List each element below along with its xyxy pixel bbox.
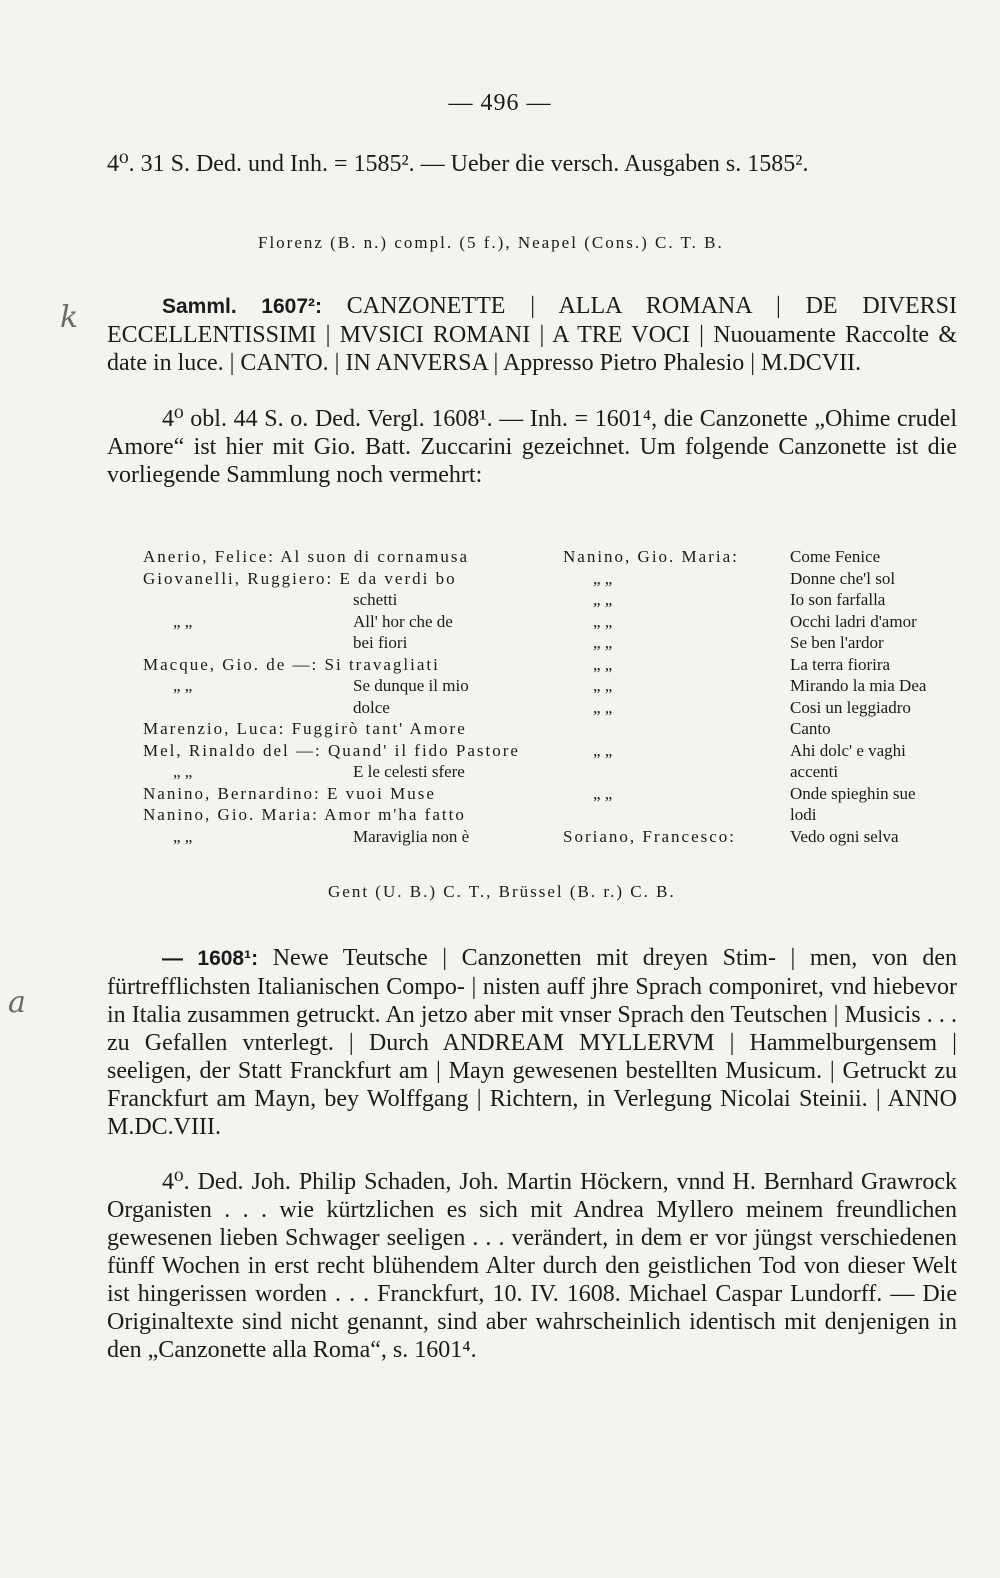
- contents-row: [143, 589, 543, 611]
- entry-1607-libraries: Gent (U. B.) C. T., Brüssel (B. r.) C. B.: [328, 882, 676, 901]
- contents-row: [563, 611, 963, 633]
- contents-row: [563, 546, 963, 568]
- composer: Nanino, Gio. Maria:: [563, 547, 739, 566]
- composer: Anerio, Felice: Al suon di cornamusa: [143, 547, 470, 566]
- contents-row: [143, 718, 543, 740]
- contents-row: [143, 826, 543, 848]
- composer: „ „: [593, 697, 613, 717]
- piece-title: Se ben l'ardor: [790, 633, 884, 652]
- contents-row: [143, 761, 543, 783]
- piece-title: La terra fiorira: [790, 654, 891, 674]
- entry-1607-description: 4⁰ obl. 44 S. o. Ded. Vergl. 1608¹. — Inh. = 1601⁴, die Canzonette „Ohime crudel Amore“ ist hier mit Gio. Batt. Zuccarini gezeichnet. Um folgende Canzonette ist die vorliegende Sammlung noch vermehrt:: [107, 406, 957, 488]
- contents-row: [563, 632, 963, 654]
- contents-row: [563, 826, 963, 848]
- contents-row: [563, 568, 963, 590]
- piece-title: bei fiori: [353, 633, 408, 652]
- composer: Mel, Rinaldo del —: Quand' il fido Pastore: [143, 740, 520, 760]
- composer: „ „: [173, 611, 193, 631]
- composer: „ „: [593, 633, 613, 652]
- piece-title: schetti: [353, 590, 398, 609]
- entry-label: Samml. 1607²:: [162, 295, 323, 318]
- composer: „ „: [593, 611, 613, 631]
- composer: Nanino, Bernardino: E vuoi Muse: [143, 783, 436, 803]
- page-number: — 496 —: [448, 90, 552, 116]
- composer: Marenzio, Luca: Fuggirò tant' Amore: [143, 719, 467, 738]
- piece-title: Ahi dolc' e vaghi: [790, 740, 906, 760]
- piece-title: Io son farfalla: [790, 590, 886, 609]
- contents-row: [143, 568, 543, 590]
- piece-title: Maraviglia non è: [353, 826, 470, 846]
- composer: „ „: [593, 740, 613, 760]
- contents-row: [563, 804, 963, 826]
- entry-1585-libraries: Florenz (B. n.) compl. (5 f.), Neapel (Cons.) C. T. B.: [258, 233, 724, 252]
- composer: „ „: [593, 654, 613, 674]
- contents-left-column: [143, 546, 543, 847]
- contents-row: [563, 675, 963, 697]
- entry-1585-description: 4⁰. 31 S. Ded. und Inh. = 1585². — Ueber die versch. Ausgaben s. 1585².: [107, 151, 809, 177]
- piece-title: lodi: [790, 805, 817, 824]
- contents-row: [143, 611, 543, 633]
- contents-row: [143, 804, 543, 826]
- entry-title: CANZONETTE | ALLA ROMANA | DE DIVERSI ECCELLENTISSIMI | MVSICI ROMANI | A TRE VOCI | Nuouamente Raccolte & date in luce. | CANTO. | IN ANVERSA | Appresso Pietro Phalesio | M.DCVII.: [107, 293, 958, 376]
- piece-title: Mirando la mia Dea: [790, 676, 927, 695]
- contents-row: [143, 546, 543, 568]
- entry-1607-2: [107, 292, 957, 377]
- contents-row: [143, 740, 543, 762]
- contents-row: [143, 654, 543, 676]
- piece-title: Vedo ogni selva: [790, 826, 899, 846]
- composer: „ „: [173, 762, 193, 781]
- piece-title: Donne che'l sol: [790, 568, 896, 588]
- piece-title: Canto: [790, 719, 831, 738]
- contents-row: [563, 783, 963, 805]
- contents-row: [563, 718, 963, 740]
- piece-title: Onde spieghin sue: [790, 783, 916, 803]
- piece-title: Cosi un leggiadro: [790, 697, 911, 717]
- contents-row: [563, 740, 963, 762]
- entry-title: Newe Teutsche | Canzonetten mit dreyen Stim- | men, von den fürtrefflichsten Italianischen Compo- | nisten auff jhre Sprach componiret, vnd hiebevor in Italia zusammen getruckt. An jetzo aber mit vnser Sprach den Teutschen | Musicis . . . zu Gefallen vnterlegt. | Durch ANDREAM MYLLERVM | Hammelburgensem | seeligen, der Statt Franckfurt am | Mayn gewesenen bestellten Musicum. | Getruckt zu Franckfurt am Mayn, bey Wolffgang | Richtern, in Verlegung Nicolai Steinii. | ANNO M.DC.VIII.: [107, 945, 958, 1140]
- contents-right-column: [563, 546, 963, 847]
- contents-row: [563, 697, 963, 719]
- piece-title: Come Fenice: [790, 547, 881, 566]
- piece-title: Occhi ladri d'amor: [790, 611, 917, 631]
- composer: Nanino, Gio. Maria: Amor m'ha fatto: [143, 805, 466, 824]
- composer: „ „: [593, 590, 613, 609]
- piece-title: E le celesti sfere: [353, 762, 465, 781]
- composer: „ „: [173, 826, 193, 846]
- margin-note-k: k: [60, 300, 79, 335]
- composer: „ „: [593, 783, 613, 803]
- composer: „ „: [593, 676, 613, 695]
- contents-row: [563, 654, 963, 676]
- composer: Giovanelli, Ruggiero: E da verdi bo: [143, 568, 457, 588]
- composer: „ „: [173, 676, 193, 695]
- piece-title: accenti: [790, 762, 839, 781]
- contents-row: [143, 783, 543, 805]
- contents-row: [563, 589, 963, 611]
- entry-label: — 1608¹:: [162, 947, 259, 970]
- contents-row: [143, 697, 543, 719]
- contents-row: [143, 632, 543, 654]
- contents-row: [143, 675, 543, 697]
- piece-title: All' hor che de: [353, 611, 453, 631]
- composer: „ „: [593, 568, 613, 588]
- piece-title: Se dunque il mio: [353, 676, 469, 695]
- margin-note-a: a: [8, 985, 26, 1020]
- entry-1608-description: 4⁰. Ded. Joh. Philip Schaden, Joh. Martin Höckern, vnnd H. Bernhard Grawrock Organisten . . . wie kürtzlichen es sich mit Andrea Myllero meinem freundlichen gewesenen lieben Schwager seeligen . . . verändert, in dem er vor jüngst verschiedenen fünff Wochen in erst recht blühendem Alter durch den geistlichen Tod von dieser Welt ist hingerissen worden . . . Franckfurt, 10. IV. 1608. Michael Caspar Lundorff. — Die Originaltexte sind nicht genannt, sind aber wahrscheinlich identisch mit denjenigen in den „Canzonette alla Roma“, s. 1601⁴.: [107, 1169, 957, 1363]
- composer: Macque, Gio. de —: Si travagliati: [143, 654, 440, 674]
- piece-title: dolce: [353, 697, 390, 717]
- contents-row: [563, 761, 963, 783]
- composer: Soriano, Francesco:: [563, 826, 737, 846]
- entry-1608-1: [107, 944, 957, 1141]
